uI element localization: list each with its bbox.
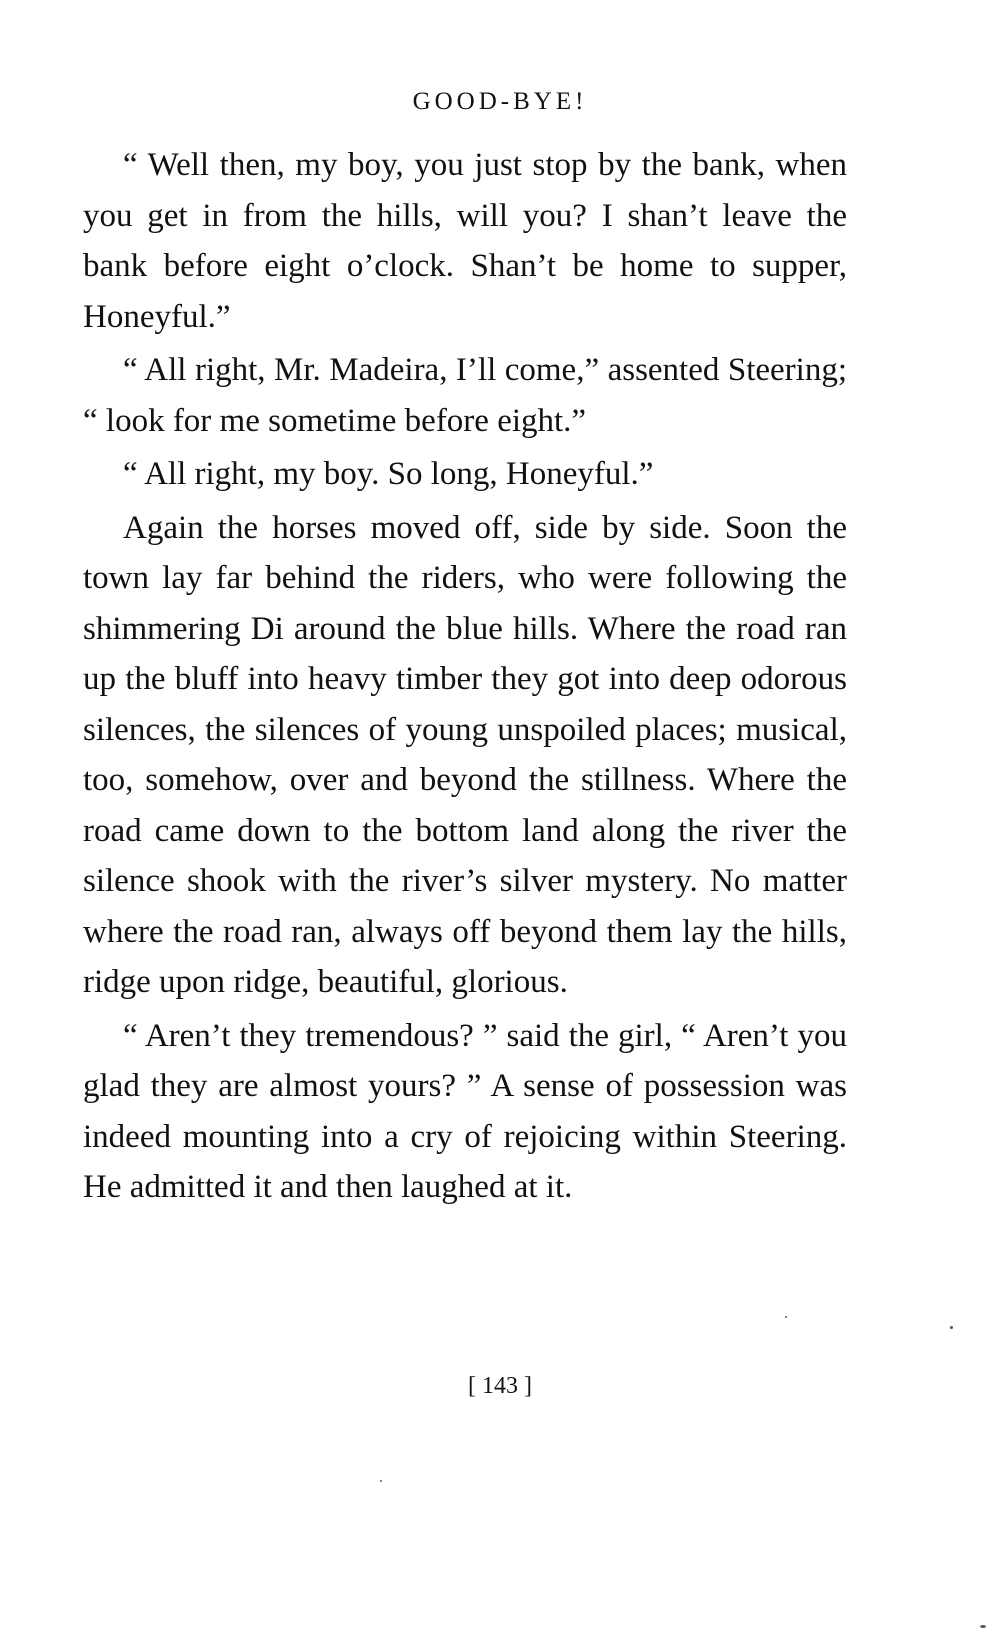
page-body [83, 140, 847, 1216]
scan-speck [785, 1316, 787, 1318]
paragraph-5: “ Aren’t they tremendous? ” said the girl, “ Aren’t you glad they are almost yours? ” A sense of possession was indeed mounting into a cry of rejoicing within Steering. He admitted it and then laughed at it. [83, 1017, 847, 1205]
scan-speck [950, 1326, 953, 1329]
paragraph-2: “ All right, Mr. Madeira, I’ll come,” assented Steering; “ look for me sometime before eight.” [83, 352, 847, 439]
paragraph-1: “ Well then, my boy, you just stop by the bank, when you get in from the hills, will you? I shan’t leave the bank before eight o’clock. Shan’t be home to supper, Honeyful.” [83, 147, 847, 335]
scan-speck [980, 1625, 986, 1628]
running-head: GOOD-BYE! [412, 88, 588, 115]
page-number: [ 143 ] [468, 1373, 532, 1399]
scan-speck [380, 1480, 382, 1482]
paragraph-3: “ All right, my boy. So long, Honeyful.” [123, 456, 654, 492]
paragraph-4: Again the horses moved off, side by side. Soon the town lay far behind the riders, who were following the shimmering Di around the blue hills. Where the road ran up the bluff into heavy timber they got into deep odorous silences, the silences of young unspoiled places; musical, too, somehow, over and beyond the stillness. Where the road came down to the bottom land along the river the silence shook with the river’s silver mystery. No matter where the road ran, always off beyond them lay the hills, ridge upon ridge, beautiful, glorious. [83, 509, 847, 1000]
